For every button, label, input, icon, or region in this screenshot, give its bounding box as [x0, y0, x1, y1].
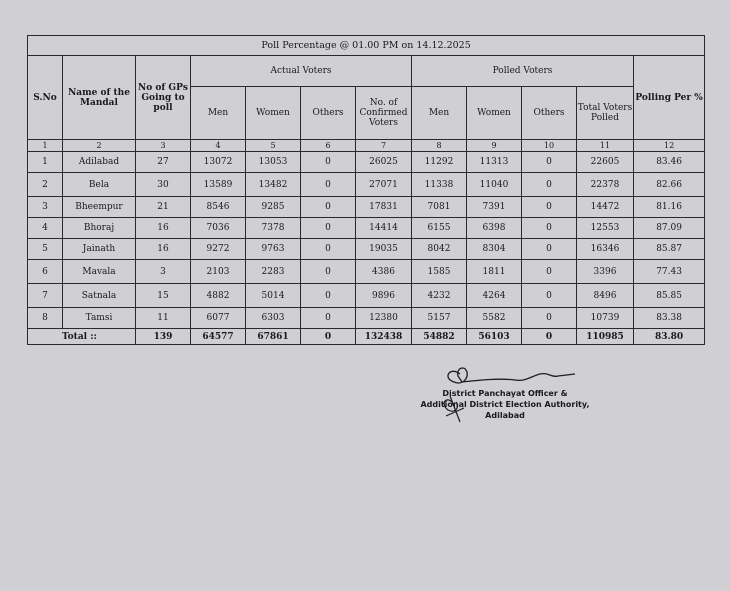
cell-mandal: Tamsi	[63, 308, 136, 329]
table-title: Poll Percentage @ 01.00 PM on 14.12.2025	[28, 36, 705, 56]
cell-women: 9285	[246, 197, 301, 218]
header-women: Women	[246, 87, 301, 140]
table-row	[28, 173, 705, 197]
cell-polled-men: 1585	[412, 260, 467, 284]
cell-women: 2283	[246, 260, 301, 284]
column-number: 7	[356, 140, 412, 152]
cell-confirmed: 26025	[356, 152, 412, 173]
cell-women: 5014	[246, 284, 301, 308]
cell-women: 7378	[246, 218, 301, 239]
cell-sno: 2	[28, 173, 63, 197]
cell-polled-others: 0	[522, 197, 577, 218]
poll-percentage-table	[27, 35, 705, 345]
cell-men: 9272	[191, 239, 246, 260]
total-polled-others: 0	[522, 329, 577, 345]
header-polled-men: Men	[412, 87, 467, 140]
column-number: 2	[63, 140, 136, 152]
cell-total-polled: 12553	[577, 218, 634, 239]
cell-total-polled: 22378	[577, 173, 634, 197]
column-number: 6	[301, 140, 356, 152]
cell-polled-women: 6398	[467, 218, 522, 239]
cell-others: 0	[301, 152, 356, 173]
total-polling-per: 83.80	[634, 329, 705, 345]
cell-men: 8546	[191, 197, 246, 218]
signature-line-1: District Panchayat Officer &	[442, 389, 568, 398]
total-confirmed: 132438	[356, 329, 412, 345]
total-men: 64577	[191, 329, 246, 345]
cell-polled-others: 0	[522, 173, 577, 197]
column-number: 5	[246, 140, 301, 152]
cell-polled-women: 4264	[467, 284, 522, 308]
header-total-polled: Total Voters Polled	[577, 87, 634, 140]
cell-mandal: Bela	[63, 173, 136, 197]
cell-men: 6077	[191, 308, 246, 329]
table-row	[28, 284, 705, 308]
cell-polling-per: 82.66	[634, 173, 705, 197]
total-label: Total ::	[28, 329, 136, 345]
cell-polled-women: 1811	[467, 260, 522, 284]
table-row	[28, 308, 705, 329]
cell-confirmed: 4386	[356, 260, 412, 284]
cell-total-polled: 16346	[577, 239, 634, 260]
cell-gps: 27	[136, 152, 191, 173]
total-polled-women: 56103	[467, 329, 522, 345]
cell-others: 0	[301, 197, 356, 218]
cell-sno: 8	[28, 308, 63, 329]
header-polling-per: Polling Per %	[634, 56, 705, 140]
cell-confirmed: 12380	[356, 308, 412, 329]
cell-confirmed: 19035	[356, 239, 412, 260]
table-row	[28, 218, 705, 239]
cell-polling-per: 81.16	[634, 197, 705, 218]
cell-women: 6303	[246, 308, 301, 329]
cell-confirmed: 9896	[356, 284, 412, 308]
header-others: Others	[301, 87, 356, 140]
cell-sno: 1	[28, 152, 63, 173]
cell-polled-men: 7081	[412, 197, 467, 218]
cell-gps: 15	[136, 284, 191, 308]
table-row	[28, 197, 705, 218]
cell-polled-men: 11338	[412, 173, 467, 197]
cell-men: 4882	[191, 284, 246, 308]
column-number: 3	[136, 140, 191, 152]
cell-mandal: Bhoraj	[63, 218, 136, 239]
cell-others: 0	[301, 260, 356, 284]
column-number: 10	[522, 140, 577, 152]
cell-others: 0	[301, 308, 356, 329]
cell-total-polled: 3396	[577, 260, 634, 284]
cell-polled-others: 0	[522, 284, 577, 308]
signature-line-3: Adilabad	[485, 411, 525, 420]
cell-gps: 21	[136, 197, 191, 218]
column-number: 12	[634, 140, 705, 152]
cell-polled-others: 0	[522, 239, 577, 260]
cell-polled-women: 5582	[467, 308, 522, 329]
header-polled-voters: Polled Voters	[412, 56, 634, 87]
cell-mandal: Mavala	[63, 260, 136, 284]
cell-sno: 6	[28, 260, 63, 284]
cell-mandal: Bheempur	[63, 197, 136, 218]
cell-women: 9763	[246, 239, 301, 260]
cell-gps: 16	[136, 218, 191, 239]
cell-polling-per: 85.87	[634, 239, 705, 260]
cell-gps: 3	[136, 260, 191, 284]
cell-men: 7036	[191, 218, 246, 239]
cell-polling-per: 85.85	[634, 284, 705, 308]
cell-women: 13053	[246, 152, 301, 173]
cell-polling-per: 87.09	[634, 218, 705, 239]
total-polled: 110985	[577, 329, 634, 345]
column-number: 11	[577, 140, 634, 152]
cell-men: 13072	[191, 152, 246, 173]
cell-polled-men: 8042	[412, 239, 467, 260]
cell-men: 2103	[191, 260, 246, 284]
column-number: 9	[467, 140, 522, 152]
cell-total-polled: 14472	[577, 197, 634, 218]
cell-confirmed: 14414	[356, 218, 412, 239]
total-row	[28, 329, 705, 345]
cell-polled-others: 0	[522, 152, 577, 173]
cell-sno: 5	[28, 239, 63, 260]
cell-polled-men: 6155	[412, 218, 467, 239]
cell-confirmed: 17831	[356, 197, 412, 218]
header-confirmed-voters: No. of Confirmed Voters	[356, 87, 412, 140]
cell-others: 0	[301, 173, 356, 197]
cell-total-polled: 8496	[577, 284, 634, 308]
cell-others: 0	[301, 284, 356, 308]
header-polled-others: Others	[522, 87, 577, 140]
cell-mandal: Satnala	[63, 284, 136, 308]
cell-sno: 3	[28, 197, 63, 218]
cell-polled-men: 4232	[412, 284, 467, 308]
cell-polled-women: 7391	[467, 197, 522, 218]
column-number: 8	[412, 140, 467, 152]
header-mandal: Name of the Mandal	[63, 56, 136, 140]
total-gps: 139	[136, 329, 191, 345]
table-row	[28, 260, 705, 284]
cell-polled-men: 11292	[412, 152, 467, 173]
header-men: Men	[191, 87, 246, 140]
cell-women: 13482	[246, 173, 301, 197]
cell-polled-others: 0	[522, 218, 577, 239]
column-number-row	[28, 140, 705, 152]
cell-polled-women: 11313	[467, 152, 522, 173]
total-women: 67861	[246, 329, 301, 345]
cell-total-polled: 22605	[577, 152, 634, 173]
cell-men: 13589	[191, 173, 246, 197]
cell-polling-per: 77.43	[634, 260, 705, 284]
table-row	[28, 152, 705, 173]
cell-total-polled: 10739	[577, 308, 634, 329]
total-others: 0	[301, 329, 356, 345]
cell-polled-others: 0	[522, 260, 577, 284]
signature-line-2: Additional District Election Authority,	[420, 400, 590, 409]
header-sno: S.No	[28, 56, 63, 140]
cell-sno: 7	[28, 284, 63, 308]
cell-gps: 11	[136, 308, 191, 329]
signature-block	[405, 388, 605, 421]
cell-polled-women: 11040	[467, 173, 522, 197]
cell-mandal: Adilabad	[63, 152, 136, 173]
handwritten-signature-icon	[420, 356, 580, 426]
cell-gps: 16	[136, 239, 191, 260]
total-polled-men: 54882	[412, 329, 467, 345]
column-number: 1	[28, 140, 63, 152]
cell-polled-men: 5157	[412, 308, 467, 329]
cell-mandal: Jainath	[63, 239, 136, 260]
cell-others: 0	[301, 218, 356, 239]
cell-polled-women: 8304	[467, 239, 522, 260]
cell-polling-per: 83.38	[634, 308, 705, 329]
header-gps: No of GPs Going to poll	[136, 56, 191, 140]
cell-polled-others: 0	[522, 308, 577, 329]
header-actual-voters: Actual Voters	[191, 56, 412, 87]
cell-sno: 4	[28, 218, 63, 239]
cell-polling-per: 83.46	[634, 152, 705, 173]
cell-gps: 30	[136, 173, 191, 197]
column-number: 4	[191, 140, 246, 152]
cell-others: 0	[301, 239, 356, 260]
header-polled-women: Women	[467, 87, 522, 140]
cell-confirmed: 27071	[356, 173, 412, 197]
table-row	[28, 239, 705, 260]
